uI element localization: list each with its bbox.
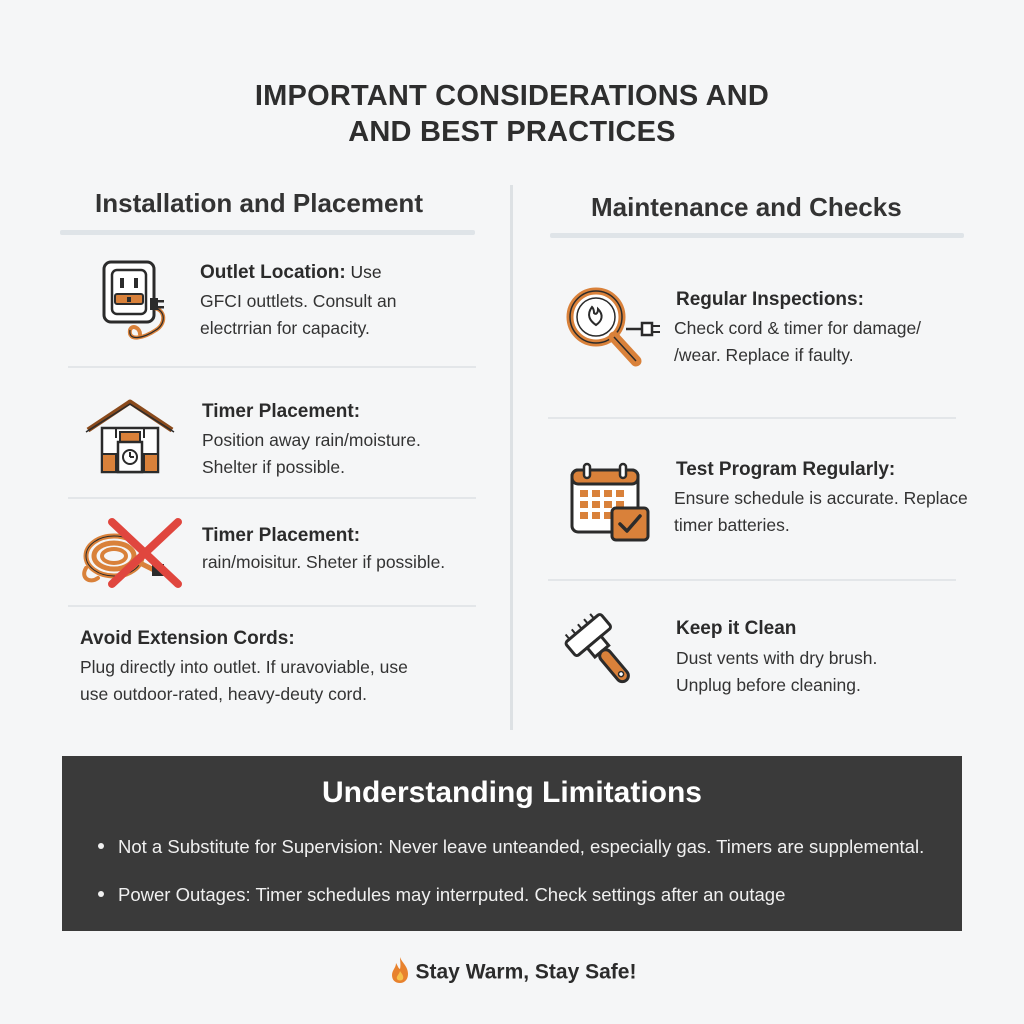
timer-placement-2-title: Timer Placement: xyxy=(202,525,361,546)
footer-tagline xyxy=(0,958,1024,988)
left-item-1-divider xyxy=(68,366,476,368)
extension-cord-crossed-icon xyxy=(78,518,184,593)
limitation-bullet-2 xyxy=(98,884,785,906)
maintenance-heading-rule xyxy=(550,233,964,238)
keep-clean-text: Dust vents with dry brush. Unplug before cleaning. xyxy=(676,648,878,695)
bullet-dot-icon xyxy=(98,891,104,897)
magnifier-inspection-icon xyxy=(562,285,666,376)
brush-icon xyxy=(562,612,648,703)
outlet-location-text: GFCI outtlets. Consult an electrrian for capacity. xyxy=(200,291,397,338)
left-item-3-divider xyxy=(68,605,476,607)
calendar-check-icon xyxy=(568,460,654,551)
avoid-extension-cords-text: Plug directly into outlet. If uravoviable, use use outdoor-rated, heavy-deuty cord. xyxy=(80,657,408,704)
test-program-text: Ensure schedule is accurate. Replace timer batteries. xyxy=(674,488,968,535)
right-item-1-divider xyxy=(548,417,956,419)
flame-icon xyxy=(388,961,416,984)
outlet-icon xyxy=(100,258,170,355)
bullet-dot-icon xyxy=(98,843,104,849)
page-title-line-2: AND BEST PRACTICES xyxy=(348,116,676,148)
limitation-bullet-1-text: Not a Substitute for Supervision: Never leave unteanded, especially gas. Timers are supplemental. xyxy=(118,836,925,857)
avoid-extension-cords-title: Avoid Extension Cords: xyxy=(80,628,295,649)
limitations-panel xyxy=(62,756,962,931)
left-item-2-divider xyxy=(68,497,476,499)
regular-inspections-text: Check cord & timer for damage/ /wear. Replace if faulty. xyxy=(674,318,922,365)
column-divider xyxy=(510,185,513,730)
regular-inspections-title: Regular Inspections: xyxy=(676,289,864,310)
timer-placement-2-text: rain/moisitur. Sheter if possible. xyxy=(202,552,446,572)
page-title-line-1: IMPORTANT CONSIDERATIONS AND xyxy=(254,80,770,112)
house-timer-icon xyxy=(82,398,178,481)
outlet-location-title xyxy=(200,262,382,284)
test-program-title: Test Program Regularly: xyxy=(676,459,896,480)
timer-placement-text: Position away rain/moisture. Shelter if possible. xyxy=(202,430,421,477)
page-title xyxy=(0,78,1024,150)
outlet-location-title-suffix: Use xyxy=(345,262,382,282)
maintenance-heading: Maintenance and Checks xyxy=(591,192,902,222)
limitation-bullet-2-text: Power Outages: Timer schedules may interrputed. Check settings after an outage xyxy=(118,884,786,905)
outlet-location-title-bold: Outlet Location: xyxy=(200,262,346,283)
installation-heading: Installation and Placement xyxy=(95,188,423,218)
timer-placement-title: Timer Placement: xyxy=(202,401,361,422)
keep-clean-title: Keep it Clean xyxy=(676,618,797,639)
installation-heading-rule xyxy=(60,230,475,235)
footer-text: Stay Warm, Stay Safe! xyxy=(415,960,637,984)
right-item-2-divider xyxy=(548,579,956,581)
limitations-heading: Understanding Limitations xyxy=(321,776,702,809)
limitation-bullet-1 xyxy=(98,836,924,858)
